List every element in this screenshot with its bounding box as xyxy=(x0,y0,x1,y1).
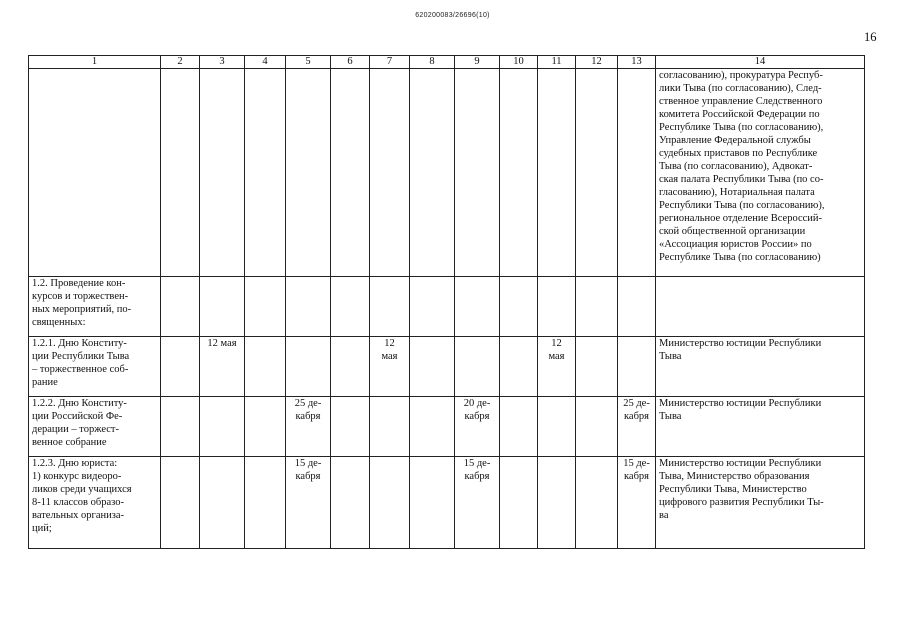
cell-col-2 xyxy=(161,277,200,337)
cell-line: цифрового развития Республики Ты- xyxy=(659,497,824,508)
cell-text xyxy=(373,337,406,363)
table-row xyxy=(29,337,865,397)
cell-line: кабря xyxy=(623,471,650,482)
cell-col-11 xyxy=(538,457,576,549)
cell-text xyxy=(32,397,157,449)
cell-text xyxy=(659,397,861,423)
table-row xyxy=(29,397,865,457)
cell-col-14 xyxy=(656,337,865,397)
cell-col-1 xyxy=(29,69,161,277)
column-header-1: 1 xyxy=(29,56,161,69)
cell-line: Республике Тыва (по согласованию) xyxy=(659,252,821,263)
cell-line: 25 де- xyxy=(623,398,650,409)
column-header-3: 3 xyxy=(200,56,245,69)
cell-line: ных мероприятий, по- xyxy=(32,304,132,315)
cell-col-12 xyxy=(576,69,618,277)
page-number: 16 xyxy=(864,30,877,44)
plan-table xyxy=(28,55,865,549)
cell-line: «Ассоциация юристов России» по xyxy=(659,239,812,250)
column-header-8: 8 xyxy=(410,56,455,69)
cell-line: 15 де- xyxy=(463,458,491,469)
cell-col-6 xyxy=(331,397,370,457)
cell-line: Управление Федеральной службы xyxy=(659,135,811,146)
cell-col-13 xyxy=(618,69,656,277)
cell-col-14 xyxy=(656,397,865,457)
cell-col-4 xyxy=(245,337,286,397)
cell-col-13 xyxy=(618,457,656,549)
cell-line: венное собрание xyxy=(32,437,107,448)
cell-col-8 xyxy=(410,69,455,277)
cell-text xyxy=(659,457,861,522)
cell-line: ликов среди учащихся xyxy=(32,484,132,495)
cell-col-9 xyxy=(455,69,500,277)
cell-col-3 xyxy=(200,457,245,549)
cell-line: Тыва (по согласованию), Адвокат- xyxy=(659,161,813,172)
cell-text xyxy=(289,397,327,423)
cell-col-11 xyxy=(538,277,576,337)
cell-col-7 xyxy=(370,397,410,457)
cell-col-2 xyxy=(161,69,200,277)
cell-col-5 xyxy=(286,457,331,549)
cell-col-5 xyxy=(286,397,331,457)
cell-col-4 xyxy=(245,397,286,457)
cell-col-10 xyxy=(500,457,538,549)
cell-col-3 xyxy=(200,337,245,397)
cell-line: 12 xyxy=(551,338,562,349)
cell-col-12 xyxy=(576,277,618,337)
cell-col-6 xyxy=(331,457,370,549)
cell-col-3 xyxy=(200,397,245,457)
cell-col-1 xyxy=(29,457,161,549)
column-header-4: 4 xyxy=(245,56,286,69)
cell-col-12 xyxy=(576,337,618,397)
cell-line: ции Республики Тыва xyxy=(32,351,130,362)
cell-line: гласованию), Нотариальная палата xyxy=(659,187,815,198)
cell-col-14 xyxy=(656,277,865,337)
cell-col-11 xyxy=(538,337,576,397)
cell-col-11 xyxy=(538,397,576,457)
cell-text xyxy=(289,457,327,483)
cell-col-7 xyxy=(370,277,410,337)
cell-col-10 xyxy=(500,337,538,397)
cell-text xyxy=(659,69,861,264)
cell-line: 15 де- xyxy=(294,458,322,469)
cell-text xyxy=(32,337,157,389)
cell-line: кабря xyxy=(295,471,321,482)
table-row xyxy=(29,457,865,549)
cell-line: – торжественное соб- xyxy=(32,364,129,375)
cell-col-5 xyxy=(286,277,331,337)
cell-line: мая xyxy=(548,351,565,362)
cell-text xyxy=(621,397,652,423)
cell-line: Министерство юстиции Республики xyxy=(659,458,822,469)
cell-line: кабря xyxy=(464,471,490,482)
cell-col-7 xyxy=(370,69,410,277)
cell-line: 20 де- xyxy=(463,398,491,409)
cell-col-13 xyxy=(618,337,656,397)
cell-col-6 xyxy=(331,277,370,337)
cell-line: судебных приставов по Республике xyxy=(659,148,818,159)
cell-col-4 xyxy=(245,277,286,337)
cell-col-3 xyxy=(200,69,245,277)
cell-line: 1.2.1. Дню Конститу- xyxy=(32,338,127,349)
cell-line: 12 мая xyxy=(207,338,237,349)
cell-text xyxy=(32,277,157,329)
table-row xyxy=(29,69,865,277)
cell-line: ской общественной организации xyxy=(659,226,806,237)
cell-col-8 xyxy=(410,457,455,549)
column-header-11: 11 xyxy=(538,56,576,69)
cell-col-8 xyxy=(410,397,455,457)
cell-col-14 xyxy=(656,69,865,277)
cell-col-6 xyxy=(331,69,370,277)
cell-col-9 xyxy=(455,457,500,549)
cell-line: Тыва, Министерство образования xyxy=(659,471,810,482)
cell-col-6 xyxy=(331,337,370,397)
cell-col-13 xyxy=(618,397,656,457)
cell-line: 1) конкурс видеоро- xyxy=(32,471,122,482)
cell-line: Тыва xyxy=(659,351,682,362)
cell-col-2 xyxy=(161,337,200,397)
cell-col-1 xyxy=(29,397,161,457)
cell-col-8 xyxy=(410,277,455,337)
cell-line: 25 де- xyxy=(294,398,322,409)
cell-text xyxy=(32,457,157,535)
cell-col-1 xyxy=(29,277,161,337)
column-header-12: 12 xyxy=(576,56,618,69)
cell-text xyxy=(659,337,861,363)
cell-col-7 xyxy=(370,337,410,397)
column-header-7: 7 xyxy=(370,56,410,69)
table-row xyxy=(29,277,865,337)
cell-col-12 xyxy=(576,397,618,457)
cell-col-10 xyxy=(500,69,538,277)
cell-line: вательных организа- xyxy=(32,510,125,521)
cell-line: ций; xyxy=(32,523,52,534)
cell-col-9 xyxy=(455,397,500,457)
cell-line: Тыва xyxy=(659,411,682,422)
cell-line: 8-11 классов образо- xyxy=(32,497,124,508)
cell-text xyxy=(458,457,496,483)
cell-col-2 xyxy=(161,457,200,549)
cell-line: рание xyxy=(32,377,58,388)
cell-text xyxy=(458,397,496,423)
cell-line: дерации – торжест- xyxy=(32,424,120,435)
column-header-13: 13 xyxy=(618,56,656,69)
cell-col-4 xyxy=(245,69,286,277)
cell-line: кабря xyxy=(295,411,321,422)
cell-col-5 xyxy=(286,337,331,397)
cell-line: согласованию), прокуратура Респуб- xyxy=(659,70,823,81)
cell-line: ственное управление Следственного xyxy=(659,96,823,107)
cell-col-8 xyxy=(410,337,455,397)
column-header-9: 9 xyxy=(455,56,500,69)
cell-line: 12 xyxy=(384,338,395,349)
cell-col-10 xyxy=(500,397,538,457)
cell-line: кабря xyxy=(623,411,650,422)
cell-col-12 xyxy=(576,457,618,549)
cell-col-11 xyxy=(538,69,576,277)
cell-line: 1.2.3. Дню юриста: xyxy=(32,458,118,469)
cell-col-9 xyxy=(455,337,500,397)
cell-col-2 xyxy=(161,397,200,457)
cell-line: мая xyxy=(381,351,398,362)
cell-line: ва xyxy=(659,510,669,521)
cell-line: региональное отделение Всероссий- xyxy=(659,213,823,224)
cell-line: ции Российской Фе- xyxy=(32,411,123,422)
cell-text xyxy=(541,337,572,363)
cell-line: Министерство юстиции Республики xyxy=(659,398,822,409)
cell-line: Республике Тыва (по согласованию), xyxy=(659,122,824,133)
cell-text xyxy=(203,337,241,350)
cell-line: 1.2. Проведение кон- xyxy=(32,278,126,289)
cell-line: ская палата Республики Тыва (по со- xyxy=(659,174,824,185)
cell-line: священных: xyxy=(32,317,86,328)
cell-text xyxy=(621,457,652,483)
column-header-10: 10 xyxy=(500,56,538,69)
cell-line: курсов и торжествен- xyxy=(32,291,129,302)
cell-line: Республики Тыва (по согласованию), xyxy=(659,200,825,211)
cell-line: 15 де- xyxy=(623,458,650,469)
document-id: 620200083/26696(10) xyxy=(415,12,490,19)
column-header-6: 6 xyxy=(331,56,370,69)
cell-line: 1.2.2. Дню Конститу- xyxy=(32,398,127,409)
cell-col-1 xyxy=(29,337,161,397)
cell-col-5 xyxy=(286,69,331,277)
cell-col-7 xyxy=(370,457,410,549)
cell-line: лики Тыва (по согласованию), След- xyxy=(659,83,822,94)
cell-col-14 xyxy=(656,457,865,549)
cell-col-13 xyxy=(618,277,656,337)
column-header-2: 2 xyxy=(161,56,200,69)
cell-col-4 xyxy=(245,457,286,549)
cell-col-10 xyxy=(500,277,538,337)
cell-col-9 xyxy=(455,277,500,337)
header-row xyxy=(29,56,865,69)
cell-line: кабря xyxy=(464,411,490,422)
cell-line: Республики Тыва, Министерство xyxy=(659,484,807,495)
cell-line: комитета Российской Федерации по xyxy=(659,109,820,120)
cell-line: Министерство юстиции Республики xyxy=(659,338,822,349)
cell-col-3 xyxy=(200,277,245,337)
column-header-14: 14 xyxy=(656,56,865,69)
column-header-5: 5 xyxy=(286,56,331,69)
